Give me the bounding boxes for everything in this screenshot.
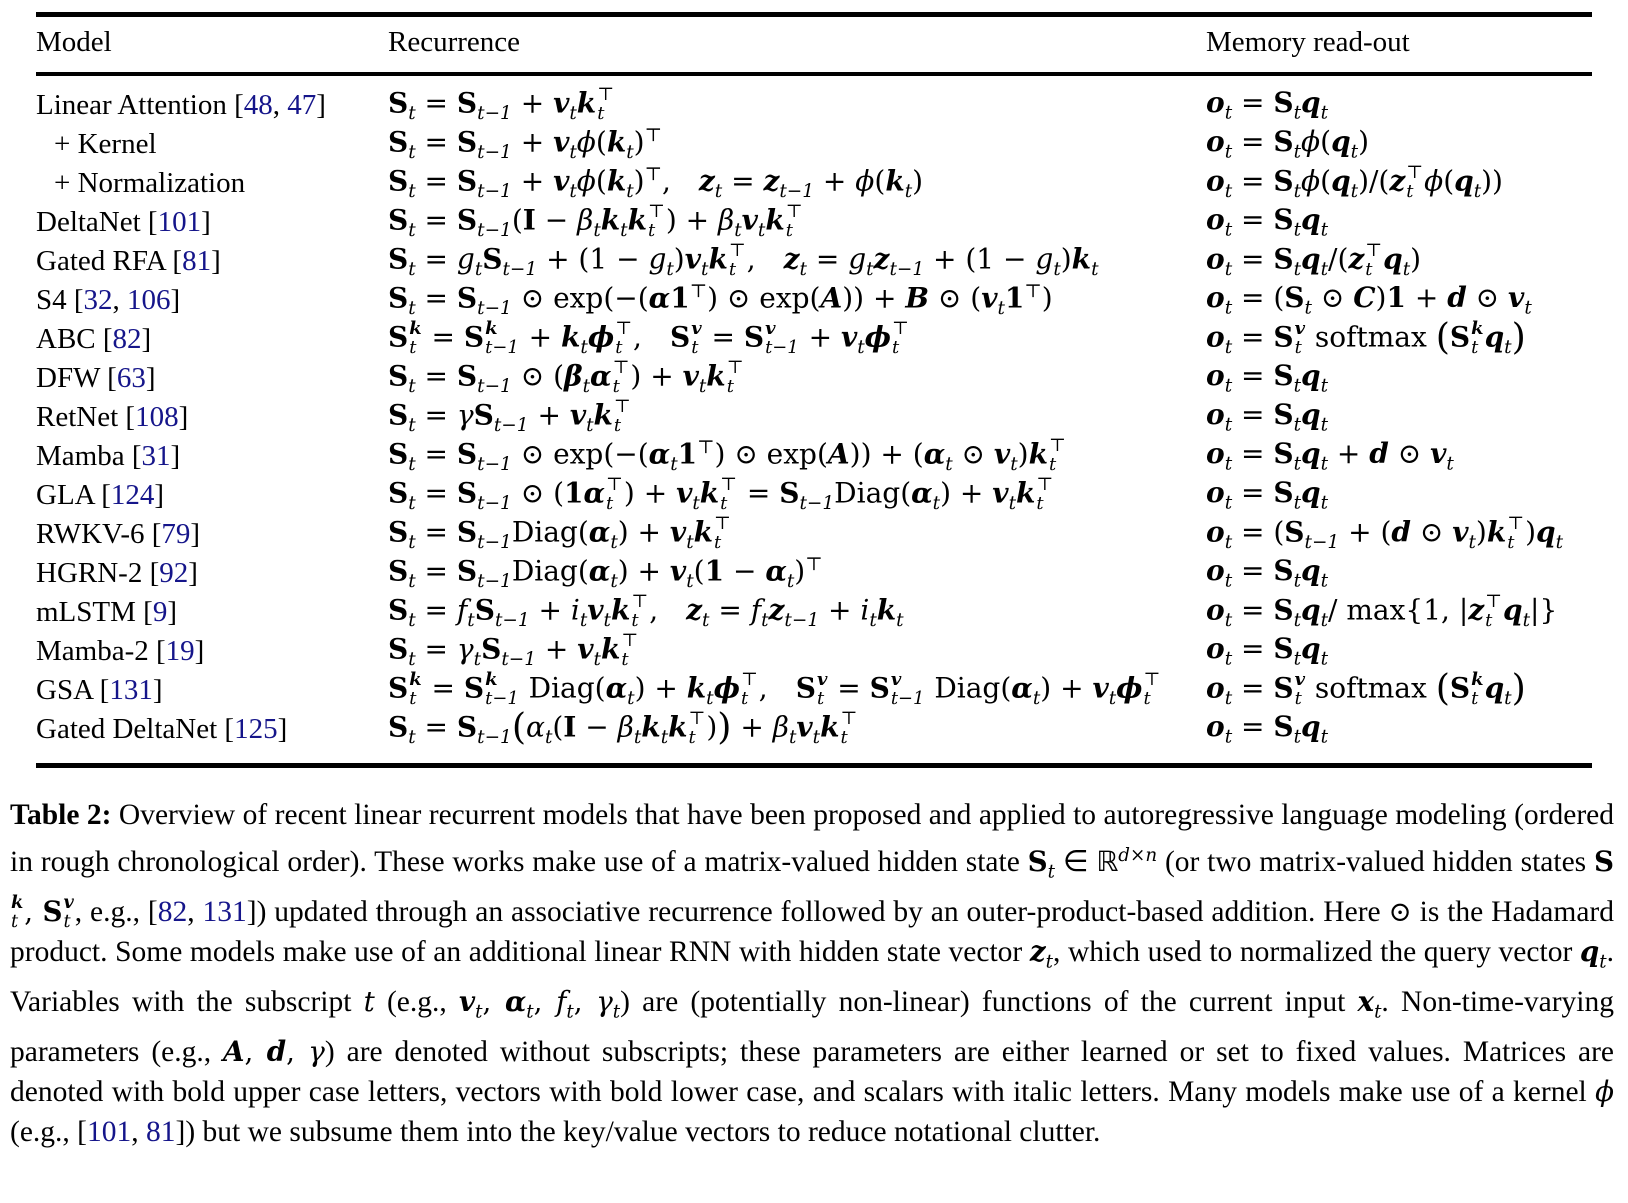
citation-link[interactable]: 47 [287,88,317,121]
table-row [36,164,1592,203]
table-header-row [36,15,1592,75]
model-cell: DeltaNet [101] [36,205,211,238]
table-row [36,320,1592,359]
citation-link[interactable]: 106 [127,283,171,316]
citation-link[interactable]: 81 [182,244,212,277]
recurrence-cell: $S_t = S_{t-1}$ ⊙ ($\beta_t\alpha$ ⊤ t ) + $v_tk$ ⊤ t [388,357,744,398]
model-cell: mLSTM [9] [36,595,177,628]
citation-link[interactable]: 82 [112,322,142,355]
readout-cell: $o_t = S_t\phi(q_t)$ [1206,125,1369,163]
readout-cell: $o_t = S_tq_t + d$ ⊙ $v_t$ [1206,437,1454,475]
table-row [36,74,1592,125]
column-header-model: Model [36,15,388,75]
citation-link[interactable]: 131 [109,673,153,706]
readout-cell: $o_t = S_tq_t$ [1206,86,1329,124]
table-row [36,515,1592,554]
recurrence-cell: $S_t = g_tS_{t-1} + (1 - g_t)v_tk$ ⊤ t , $z_t = g_tz_{t-1} + (1 - g_t)k_t$ [388,240,1099,281]
readout-cell: $o_t = S_tq_t/$ max{1, |z ⊤ t $q_t|$} [1206,591,1558,632]
model-cell: HGRN-2 [92] [36,556,198,589]
citation-link[interactable]: 9 [152,595,168,628]
citation-link[interactable]: 124 [110,478,155,511]
readout-cell: $o_t = S_tq_t$ [1206,476,1329,514]
table-row [36,632,1592,671]
recurrence-cell: $S_t = S_{t-1}$ ⊙ exp(−(α1⊤) ⊙ exp(A)) + B ⊙ $(v_t1^⊤)$ [388,281,1053,320]
citation-link[interactable]: 92 [159,556,189,589]
citation-link[interactable]: 79 [161,517,191,550]
readout-cell: $o_t = S_tq_t$ [1206,359,1329,397]
models-table [36,12,1592,768]
recurrence-cell: $S_t$ = $S_{t-1}Diag(\alpha_t) + v_t(1 - \alpha_t)^⊤$ [388,554,823,593]
caption-text: Overview of recent linear recurrent models that have been proposed and applied to autoregressive language modeling (ordered in rough chronological order). These works make use of a matrix-valued hidden state $S_t$ ∈ ℝ$^{d\times n}$ (or two matrix-valued hidden states S k t , S v t , e.g., [82, 131]) updated through an associative recurrence followed by an outer-product-based addition. Here ⊙ is the Hadamard product. Some models make use of an additional linear RNN with hidden state vector $z_t$, which used to normalized the query vector $q_t$. Variables with the subscript t (e.g., $v_t$, $\alpha_t$, $f_t$, $\gamma_t$) are (potentially non-linear) functions of the current input $x_t$. Non-time-varying parameters (e.g., A, d, γ) are denoted without subscripts; these parameters are either learned or set to fixed values. Matrices are denoted with bold upper case letters, vectors with bold lower case, and scalars with italic letters. Many models make use of a kernel ϕ (e.g., [101, 81]) but we subsume them into the key/value vectors to reduce notational clutter. [10,799,1615,1148]
model-cell: RetNet [108] [36,400,189,433]
table-row [36,437,1592,476]
column-header-readout: Memory read-out [1206,15,1592,75]
table-row [36,593,1592,632]
table-row [36,242,1592,281]
table-row [36,281,1592,320]
readout-cell: $o_t = S_tq_t$ [1206,710,1329,748]
model-cell: S4 [32, 106] [36,283,181,316]
table-row [36,398,1592,437]
citation-link[interactable]: 32 [83,283,113,316]
model-cell: GLA [124] [36,478,165,511]
recurrence-cell: $S_t = S_{t-1}(I - \beta_tk_tk$ ⊤ t ) + $\beta_tv_tk$ ⊤ t [388,201,803,242]
recurrence-cell: $S_t = \gamma S_{t-1} + v_tk$ ⊤ t [388,396,631,437]
readout-cell: $o_t = S_tq_t$ [1206,203,1329,241]
table-row [36,476,1592,515]
model-cell: DFW [63] [36,361,156,394]
recurrence-cell: $S_t = S_{t-1}$ ⊙ (1α ⊤ t ) + $v_tk$ ⊤ t = $S_{t-1}Diag(\alpha_t) + v_tk$ ⊤ t [388,474,1054,515]
recurrence-cell: $S_t = S_{t-1}(\alpha_t(I - \beta_tk_tk$ ⊤ t )) + $\beta_tv_tk$ ⊤ t [388,705,858,749]
citation-link[interactable]: 82 [157,895,188,928]
recurrence-cell: $S_t$ = $S_{t-1}Diag(\alpha_t) + v_tk$ ⊤ t [388,513,731,554]
readout-cell: $o_t = S_tq_t$ [1206,398,1329,436]
model-cell: Gated DeltaNet [125] [36,712,288,745]
recurrence-cell: $S_t = S_{t-1}$ ⊙ $\exp(-(\alpha_t1^⊤)$ ⊙ $\exp(A)) + (\alpha_t$ ⊙ $v_t)k$ ⊤ t [388,435,1066,476]
table-caption [10,796,1614,1152]
table-row [36,359,1592,398]
citation-link[interactable]: 125 [234,712,278,745]
readout-cell: $o_t = (S_{t-1} + (d$ ⊙ $v_t)k$ ⊤ t )$q_t$ [1206,513,1564,554]
citation-link[interactable]: 81 [146,1115,176,1148]
recurrence-cell: $S_t = S_{t-1} + v_t\phi(k_t)^⊤$ [388,125,662,164]
model-cell: RWKV-6 [79] [36,517,201,550]
citation-link[interactable]: 101 [87,1115,132,1148]
recurrence-cell: S k t = S k t−1 + $k_t\phi$ ⊤ t , S v t = S v t−1 + $v_t\phi$ ⊤ t [388,318,909,359]
readout-cell: $o_t = S_tq_t$ [1206,554,1329,592]
table-row [36,203,1592,242]
model-cell: Gated RFA [81] [36,244,221,277]
model-cell: Mamba [31] [36,439,181,472]
citation-link[interactable]: 63 [116,361,146,394]
readout-cell: $o_t = S_tq_t/(z$ ⊤ t $q_t$) [1206,240,1422,281]
model-cell: + Normalization [54,166,246,199]
table-header [36,15,1592,75]
model-cell: Mamba-2 [19] [36,634,205,667]
table-body [36,74,1592,766]
recurrence-cell: S k t = S k t−1 $Diag(\alpha_t) + k_t\phi$ ⊤ t , S v t = S v t−1 $Diag(\alpha_t) + v_t\phi$ ⊤ t [388,669,1161,710]
citation-link[interactable]: 48 [243,88,273,121]
model-cell: + Kernel [54,127,157,160]
readout-cell: $o_t = S_t\phi(q_t)/(z$ ⊤ t $\phi(q_t)$) [1206,162,1503,203]
table-row [36,554,1592,593]
readout-cell: $o_t = S$ v t softmax (S k t $q_t$) [1206,315,1526,359]
citation-link[interactable]: 101 [157,205,202,238]
recurrence-cell: $S_t = \gamma_tS_{t-1} + v_tk$ ⊤ t [388,630,639,671]
column-header-recurrence: Recurrence [388,15,1206,75]
recurrence-cell: $S_t = S_{t-1} + v_t\phi(k_t)^⊤$, $z_t = z_{t-1} + \phi(k_t)$ [388,164,924,203]
table-row [36,710,1592,766]
model-cell: Linear Attention [48, 47] [36,88,326,121]
table-row [36,671,1592,710]
citation-link[interactable]: 31 [141,439,171,472]
recurrence-cell: $S_t = S_{t-1} + v_tk$ ⊤ t [388,84,615,125]
readout-cell: $o_t = S$ v t softmax (S k t $q_t$) [1206,666,1526,710]
model-cell: ABC [82] [36,322,152,355]
citation-link[interactable]: 19 [165,634,195,667]
citation-link[interactable]: 108 [135,400,179,433]
recurrence-cell: $S_t = f_tS_{t-1} + i_tv_tk$ ⊤ t , $z_t = f_tz_{t-1} + i_tk_t$ [388,591,904,632]
readout-cell: $o_t = S_tq_t$ [1206,632,1329,670]
model-cell: GSA [131] [36,673,163,706]
citation-link[interactable]: 131 [202,895,247,928]
caption-label: Table 2: [10,799,112,831]
readout-cell: $o_t = (S_t$ ⊙ C)1 + d ⊙ $v_t$ [1206,281,1532,319]
table-row [36,125,1592,164]
